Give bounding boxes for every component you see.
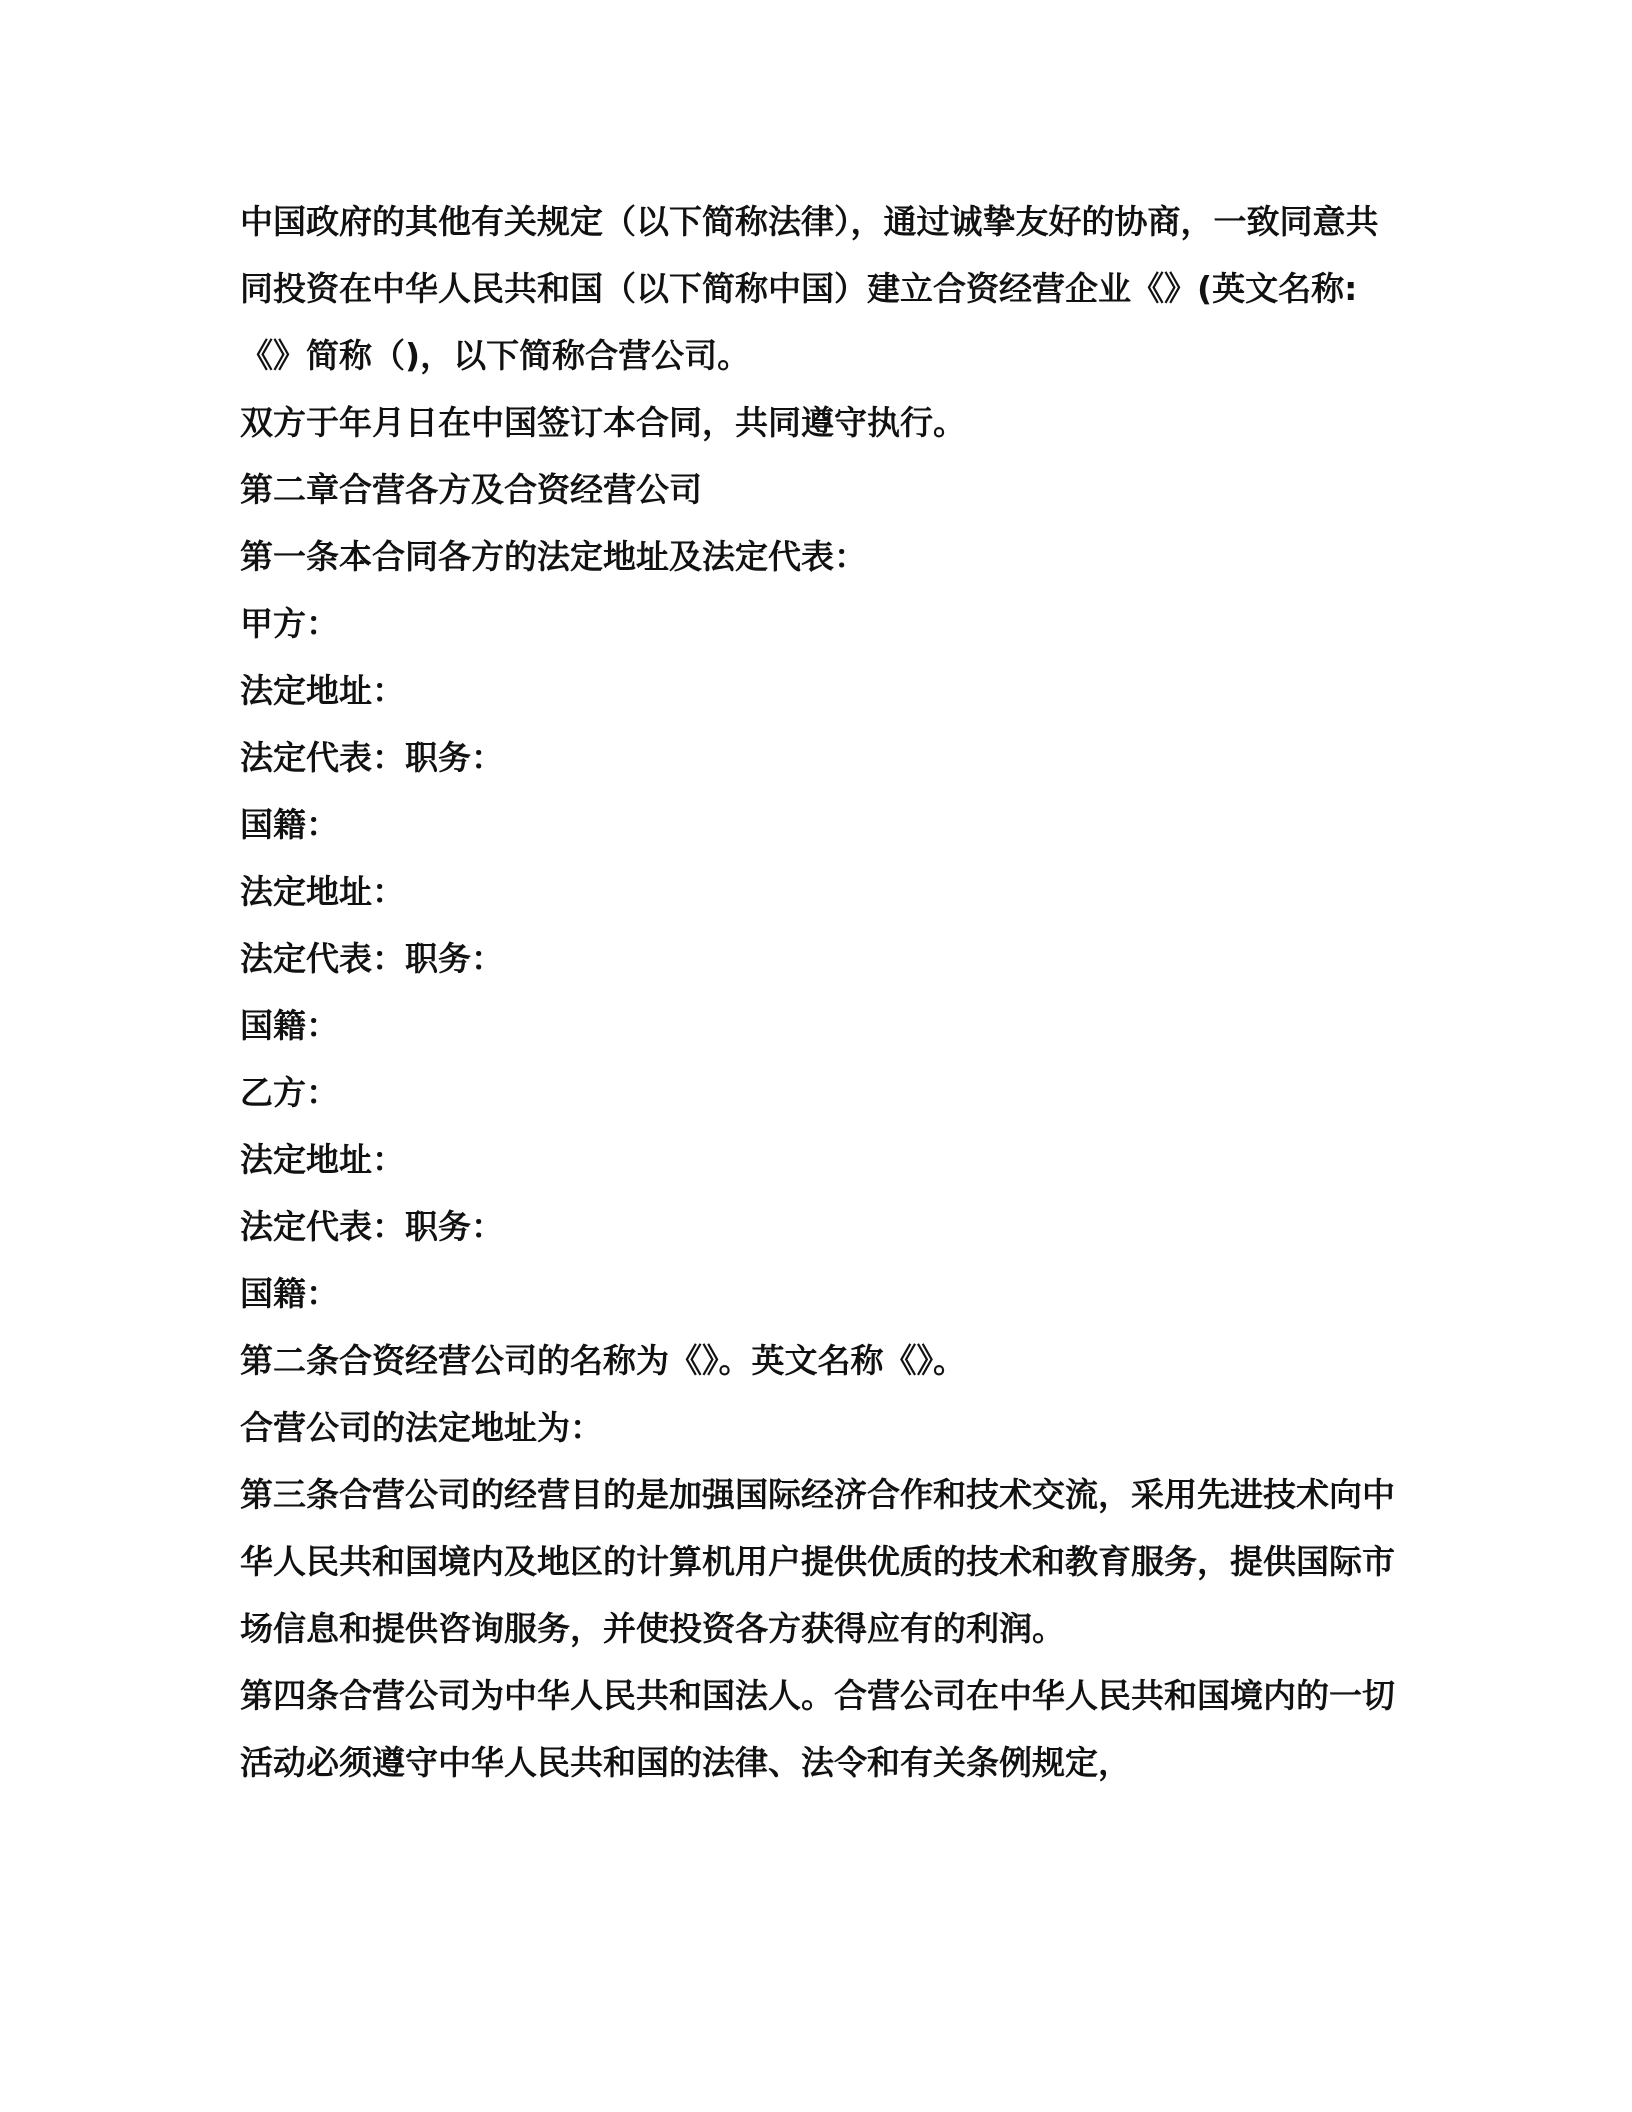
- party-b-nationality: 国籍：: [240, 1274, 339, 1313]
- party-a-representative: 法定代表：职务：: [240, 738, 504, 777]
- article-1: 第一条本合同各方的法定地址及法定代表：: [240, 537, 867, 576]
- party-a2-representative: 法定代表：职务：: [240, 939, 504, 978]
- party-a2-nationality: 国籍：: [240, 1006, 339, 1045]
- article-3: 第三条合营公司的经营目的是加强国际经济合作和技术交流，采用先进技术向中华人民共和国境内及地区的计算机用户提供优质的技术和教育服务，提供国际市场信息和提供咨询服务，并使投资各方获得应有的利润。: [240, 1475, 1395, 1648]
- article-4: 第四条合营公司为中华人民共和国法人。合营公司在中华人民共和国境内的一切活动必须遵守中华人民共和国的法律、法令和有关条例规定，: [240, 1676, 1395, 1782]
- party-b-representative: 法定代表：职务：: [240, 1207, 504, 1246]
- party-b-label: 乙方：: [240, 1073, 339, 1112]
- company-address: 合营公司的法定地址为：: [240, 1408, 603, 1447]
- document-body: [240, 188, 1400, 1796]
- party-a-label: 甲方：: [240, 604, 339, 643]
- paragraph-intro: 中国政府的其他有关规定（以下简称法律），通过诚挚友好的协商，一致同意共同投资在中华人民共和国（以下简称中国）建立合资经营企业《》(英文名称:《》简称（)，以下简称合营公司。: [240, 202, 1379, 375]
- party-b-address: 法定地址：: [240, 1140, 405, 1179]
- chapter-heading: 第二章合营各方及合资经营公司: [240, 470, 702, 509]
- party-a2-address: 法定地址：: [240, 872, 405, 911]
- party-a-nationality: 国籍：: [240, 805, 339, 844]
- paragraph-signing: 双方于年月日在中国签订本合同，共同遵守执行。: [240, 403, 966, 442]
- article-2: 第二条合资经营公司的名称为《》。英文名称《》。: [240, 1341, 966, 1380]
- party-a-address: 法定地址：: [240, 671, 405, 710]
